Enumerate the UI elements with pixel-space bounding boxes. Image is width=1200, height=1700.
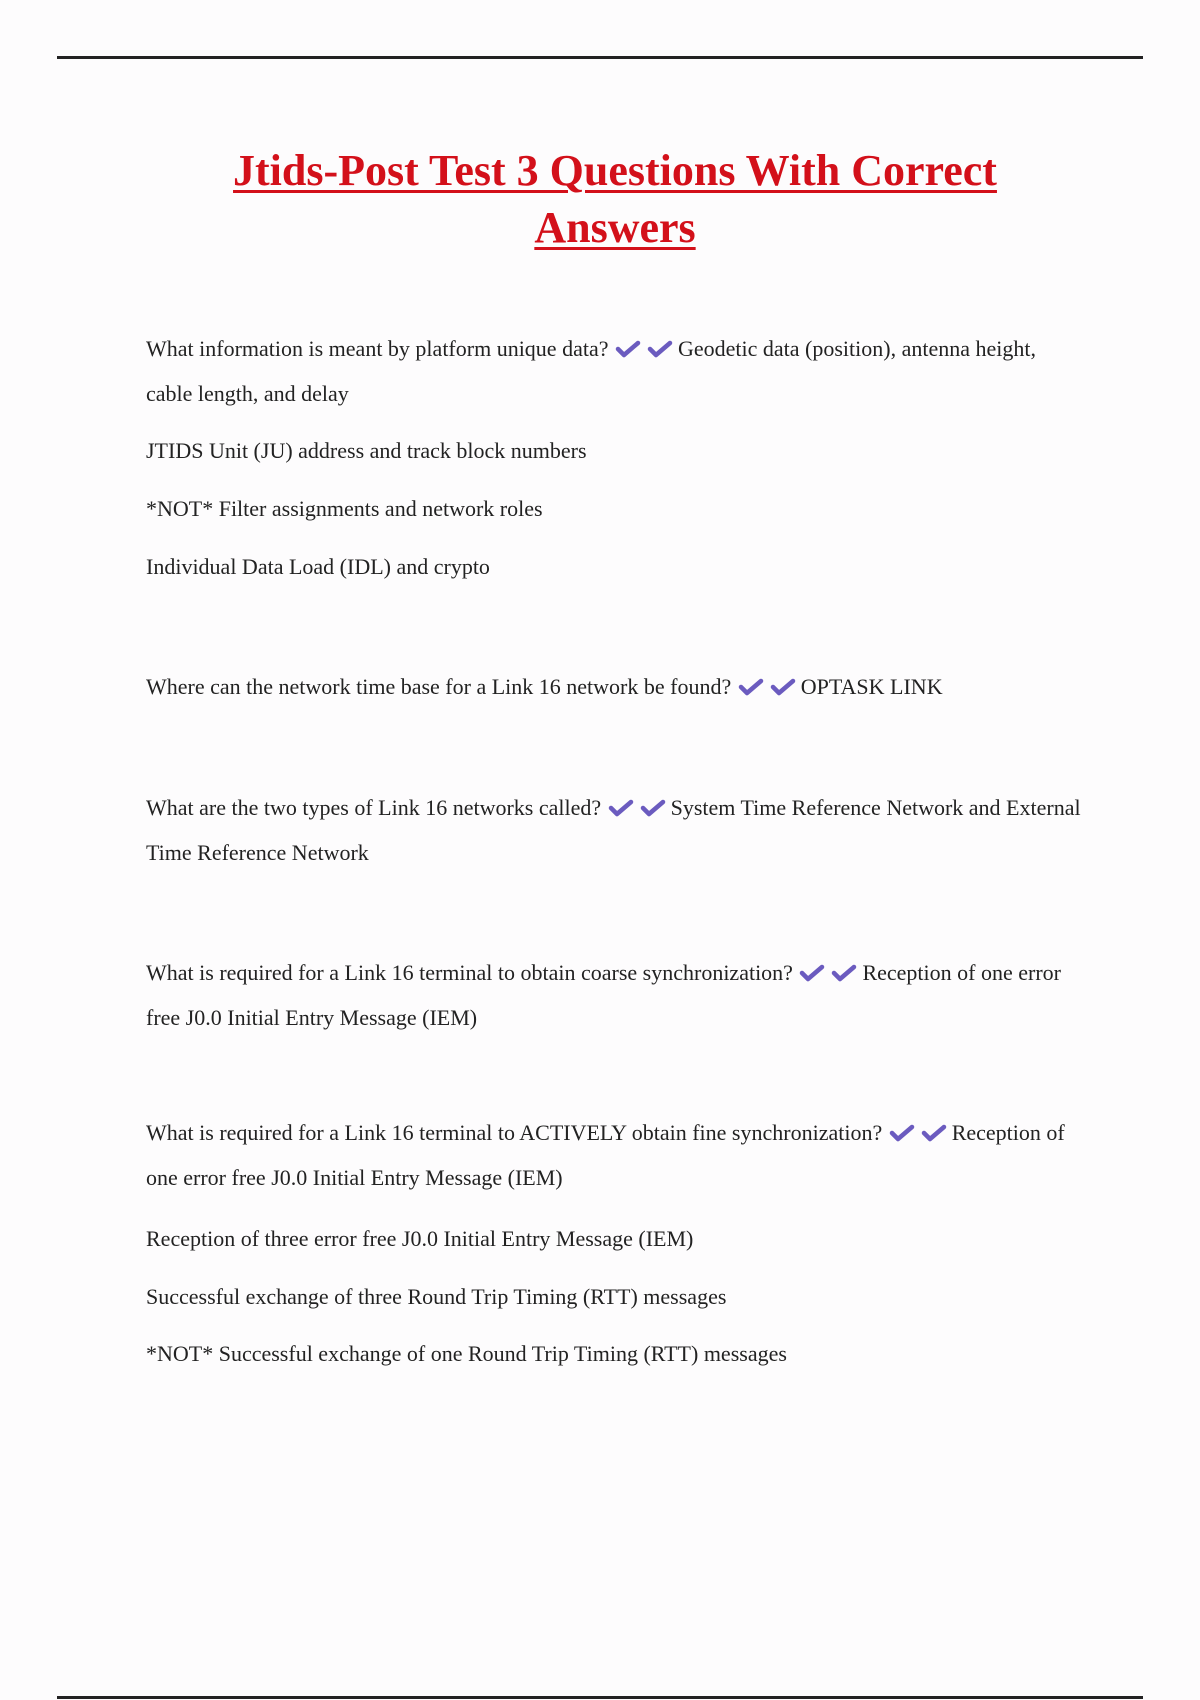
question-text: What is required for a Link 16 terminal to obtain coarse synchronization? xyxy=(146,960,793,985)
answer-option: Successful exchange of three Round Trip Timing (RTT) messages xyxy=(146,1284,727,1309)
header-rule xyxy=(57,56,1143,59)
double-checkmark-icon xyxy=(614,336,678,361)
qa-item-3 xyxy=(146,785,1086,875)
qa-item-4 xyxy=(146,950,1086,1040)
answer-text: Reception of one error free J0.0 Initial Entry Message (IEM) xyxy=(146,960,1061,1030)
answer-text: Geodetic data (position), antenna height, cable length, and delay xyxy=(146,336,1036,406)
answer-option: Reception of three error free J0.0 Initial Entry Message (IEM) xyxy=(146,1226,694,1251)
double-checkmark-icon xyxy=(737,674,801,699)
qa-item-5 xyxy=(146,1110,1086,1200)
double-checkmark-icon xyxy=(607,795,671,820)
answer-text: System Time Reference Network and External Time Reference Network xyxy=(146,795,1081,865)
answer-option: *NOT* Successful exchange of one Round Trip Timing (RTT) messages xyxy=(146,1341,787,1366)
answer-text: Reception of one error free J0.0 Initial Entry Message (IEM) xyxy=(146,1120,1065,1190)
question-text: What is required for a Link 16 terminal to ACTIVELY obtain fine synchronization? xyxy=(146,1120,883,1145)
double-checkmark-icon xyxy=(798,960,862,985)
answer-text: OPTASK LINK xyxy=(800,674,943,699)
double-checkmark-icon xyxy=(888,1120,952,1145)
question-text: What information is meant by platform unique data? xyxy=(146,336,609,361)
answer-option: JTIDS Unit (JU) address and track block numbers xyxy=(146,438,587,463)
answer-option: *NOT* Filter assignments and network roles xyxy=(146,496,543,521)
qa-item-1 xyxy=(146,326,1086,416)
question-text: What are the two types of Link 16 networks called? xyxy=(146,795,602,820)
question-text: Where can the network time base for a Link 16 network be found? xyxy=(146,674,732,699)
footer-rule xyxy=(57,1696,1143,1699)
document-title: Jtids-Post Test 3 Questions With Correct Answers xyxy=(233,146,997,252)
answer-option: Individual Data Load (IDL) and crypto xyxy=(146,554,490,579)
qa-item-2 xyxy=(146,664,1086,709)
